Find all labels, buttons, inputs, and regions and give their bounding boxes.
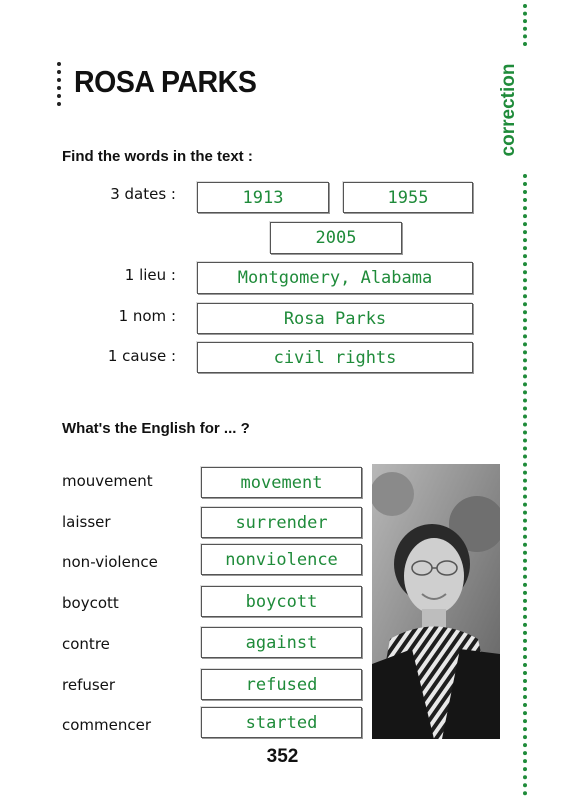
english-answer: nonviolence — [201, 544, 362, 575]
date-answer-3: 2005 — [270, 222, 402, 254]
nom-answer: Rosa Parks — [197, 303, 473, 334]
english-answer: boycott — [201, 586, 362, 617]
nom-label: 1 nom : — [118, 307, 176, 325]
english-answer: against — [201, 627, 362, 658]
side-dots-top — [523, 4, 527, 46]
french-word: contre — [62, 635, 110, 653]
side-dots-bottom — [523, 174, 527, 796]
lieu-answer: Montgomery, Alabama — [197, 262, 473, 294]
page-title: ROSA PARKS — [74, 64, 257, 99]
english-answer: movement — [201, 467, 362, 498]
french-word: refuser — [62, 676, 116, 694]
date-answer-1: 1913 — [197, 182, 329, 213]
dates-label: 3 dates : — [110, 185, 176, 203]
cause-answer: civil rights — [197, 342, 473, 373]
english-answer: surrender — [201, 507, 362, 538]
portrait-photo — [372, 464, 500, 739]
section2-heading: What's the English for ... ? — [62, 420, 250, 437]
french-word: laisser — [62, 513, 111, 531]
title-dots — [57, 62, 65, 106]
french-word: commencer — [62, 716, 152, 734]
date-answer-2: 1955 — [343, 182, 473, 213]
english-answer: started — [201, 707, 362, 738]
section1-heading: Find the words in the text : — [62, 148, 253, 165]
french-word: boycott — [62, 594, 119, 612]
french-word: non-violence — [62, 553, 158, 571]
page-number: 352 — [266, 746, 299, 767]
cause-label: 1 cause : — [107, 347, 176, 365]
side-label: correction — [498, 63, 519, 157]
english-answer: refused — [201, 669, 362, 700]
french-word: mouvement — [62, 472, 153, 490]
lieu-label: 1 lieu : — [124, 266, 176, 284]
